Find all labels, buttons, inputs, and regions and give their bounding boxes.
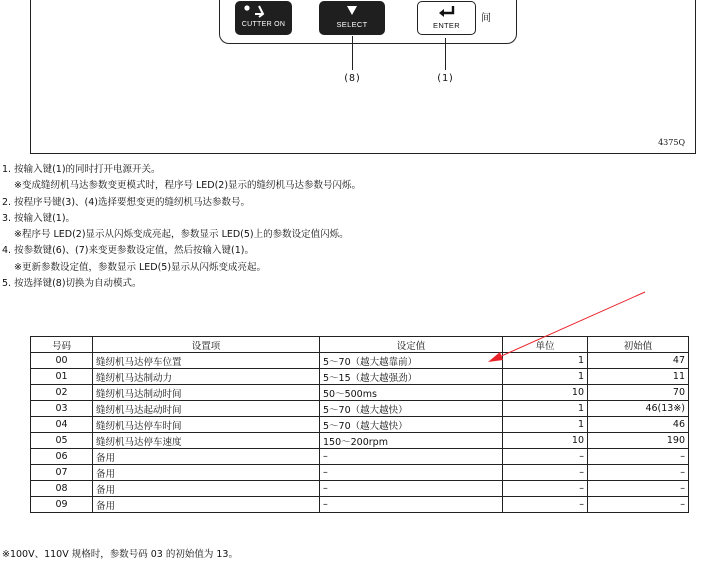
cell-unit: – [503, 497, 588, 513]
cell-unit: 1 [503, 369, 588, 385]
cell-range: – [320, 465, 503, 481]
cell-initial: – [588, 481, 689, 497]
cell-unit: 1 [503, 417, 588, 433]
select-label: SELECT [336, 20, 368, 29]
cell-unit: 1 [503, 353, 588, 369]
cell-initial: 46 [588, 417, 689, 433]
cell-range: 5～15（越大越强劲） [320, 369, 503, 385]
header-item: 设置项 [93, 337, 320, 353]
enter-label: ENTER [433, 21, 460, 30]
cell-initial: – [588, 465, 689, 481]
cell-item: 备用 [93, 465, 320, 481]
cell-range: 5～70（越大越靠前） [320, 353, 503, 369]
figure-code: 4375Q [658, 138, 685, 147]
header-code: 号码 [31, 337, 93, 353]
cell-initial: 70 [588, 385, 689, 401]
cell-item: 缝纫机马达停车速度 [93, 433, 320, 449]
instruction-note: ※更新参数设定值，参数显示 LED(5)显示从闪烁变成亮起。 [14, 261, 267, 273]
cell-range: – [320, 449, 503, 465]
cell-range: 150～200rpm [320, 433, 503, 449]
cell-range: 5～70（越大越快） [320, 401, 503, 417]
cell-unit: – [503, 465, 588, 481]
key-side-label: 间 [481, 13, 491, 24]
cell-item: 缝纫机马达制动力 [93, 369, 320, 385]
cell-initial: – [588, 449, 689, 465]
enter-callout-label: (1) [436, 73, 455, 84]
instruction-note: ※变成缝纫机马达参数变更模式时，程序号 LED(2)显示的缝纫机马达参数号闪烁。 [14, 180, 362, 192]
cell-initial: – [588, 497, 689, 513]
cell-item: 缝纫机马达起动时间 [93, 401, 320, 417]
cell-code: 04 [31, 417, 93, 433]
cutter-on-label: CUTTER ON [241, 21, 286, 28]
cell-unit: – [503, 481, 588, 497]
cell-item: 备用 [93, 481, 320, 497]
cell-code: 02 [31, 385, 93, 401]
instruction-step: 4. 按参数键(6)、(7)来变更参数设定值，然后按输入键(1)。 [2, 245, 254, 257]
cell-code: 09 [31, 497, 93, 513]
footnote: ※100V、110V 规格时，参数号码 03 的初始值为 13。 [2, 549, 238, 560]
select-callout-label: (8) [343, 73, 362, 84]
cell-range: – [320, 497, 503, 513]
instruction-step: 5. 按选择键(8)切换为自动模式。 [2, 278, 142, 290]
instruction-note: ※程序号 LED(2)显示从闪烁变成亮起，参数显示 LED(5)上的参数设定值闪烁。 [14, 229, 349, 241]
cell-initial: 11 [588, 369, 689, 385]
cell-item: 缝纫机马达停车位置 [93, 353, 320, 369]
cell-unit: 10 [503, 433, 588, 449]
cell-unit: 10 [503, 385, 588, 401]
cell-item: 备用 [93, 449, 320, 465]
cell-range: 50～500ms [320, 385, 503, 401]
cell-item: 缝纫机马达停车时间 [93, 417, 320, 433]
cell-item: 缝纫机马达制动时间 [93, 385, 320, 401]
instruction-step: 2. 按程序号键(3)、(4)选择要想变更的缝纫机马达参数号。 [2, 196, 250, 208]
cell-range: 5～70（越大越快） [320, 417, 503, 433]
cell-initial: 190 [588, 433, 689, 449]
cell-unit: 1 [503, 401, 588, 417]
header-unit: 单位 [503, 337, 588, 353]
header-initial: 初始值 [588, 337, 689, 353]
cell-initial: 47 [588, 353, 689, 369]
cell-code: 01 [31, 369, 93, 385]
instruction-step: 3. 按输入键(1)。 [2, 212, 76, 224]
cell-code: 08 [31, 481, 93, 497]
cell-unit: – [503, 449, 588, 465]
cell-initial: 46(13※) [588, 401, 689, 417]
header-range: 设定值 [320, 337, 503, 353]
cell-code: 07 [31, 465, 93, 481]
cell-item: 备用 [93, 497, 320, 513]
cell-range: – [320, 481, 503, 497]
instruction-step: 1. 按输入键(1)的同时打开电源开关。 [2, 164, 161, 175]
cell-code: 03 [31, 401, 93, 417]
cell-code: 00 [31, 353, 93, 369]
cell-code: 06 [31, 449, 93, 465]
cell-code: 05 [31, 433, 93, 449]
